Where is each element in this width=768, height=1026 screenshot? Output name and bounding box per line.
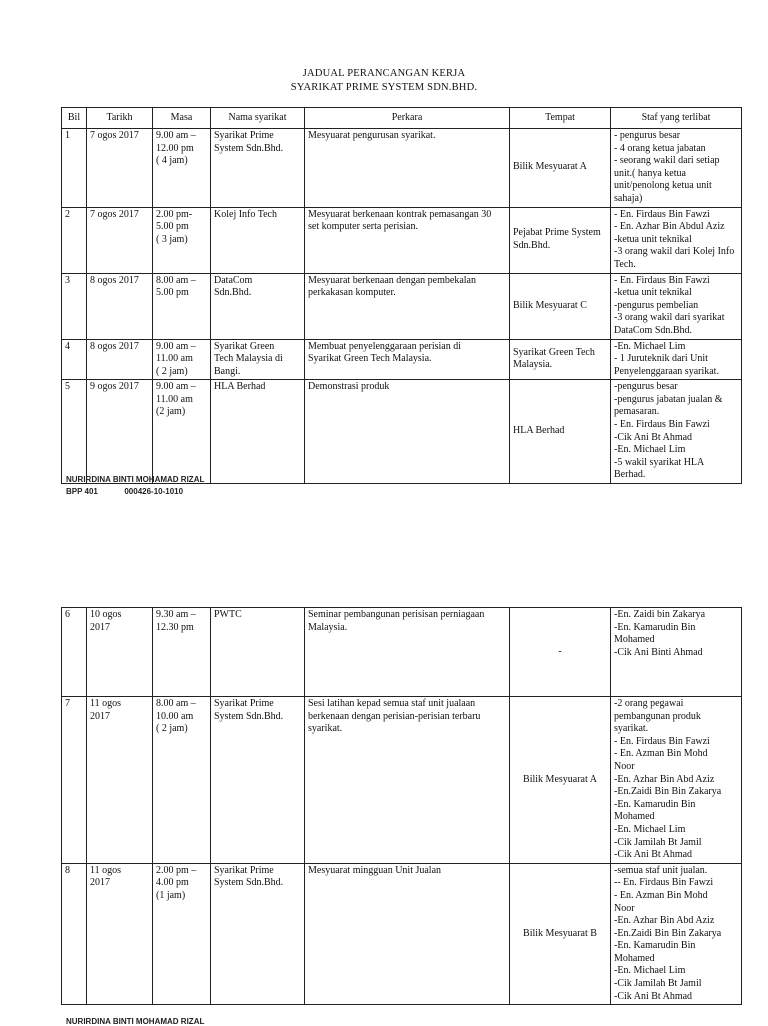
venue-cell-line: Bilik Mesyuarat B (523, 927, 597, 939)
company-cell-line: PWTC (214, 609, 242, 620)
agenda-cell-line: Mesyuarat berkenaan kontrak pemasangan 30 (308, 208, 492, 220)
agenda-cell-line: Membuat penyelenggaraan perisian di (308, 340, 461, 352)
agenda-cell-line: perkakasan komputer. (308, 287, 396, 299)
venue-cell (510, 339, 611, 380)
agenda-cell (305, 129, 510, 208)
date-cell (87, 380, 153, 484)
company-cell-line: Syarikat Prime (214, 698, 274, 709)
time-cell-line: (1 jam) (156, 889, 186, 901)
company-cell (211, 863, 305, 1005)
time-cell-line: 12.00 pm (156, 142, 194, 154)
company-cell (211, 608, 305, 697)
table-row (62, 863, 742, 1005)
staff-cell-line: - 4 orang ketua jabatan (614, 142, 706, 154)
company-cell (211, 339, 305, 380)
company-cell-line: Syarikat Prime (214, 130, 274, 141)
date-cell (87, 863, 153, 1005)
date-cell (87, 273, 153, 339)
staff-cell-line: sahaja) (614, 192, 643, 204)
company-cell-line: HLA Berhad (214, 381, 266, 393)
time-cell (153, 380, 211, 484)
agenda-cell-line: Mesyuarat berkenaan dengan pembekalan (308, 274, 476, 286)
document-subtitle: SYARIKAT PRIME SYSTEM SDN.BHD. (290, 82, 478, 93)
row-number: 5 (62, 380, 87, 484)
staff-cell-line: -Cik Ani Binti Ahmad (614, 646, 703, 658)
agenda-cell-line: Mesyuarat pengurusan syarikat. (308, 130, 436, 141)
agenda-cell (305, 339, 510, 380)
staff-cell-line: Noor (614, 902, 635, 914)
table-row (62, 273, 742, 339)
agenda-cell-line: Syarikat Green Tech Malaysia. (308, 353, 432, 365)
staff-cell-line: - En. Firdaus Bin Fawzi (614, 735, 710, 747)
time-cell (153, 129, 211, 208)
row-number: 7 (62, 697, 87, 864)
staff-cell-line: -En. Azhar Bin Abd Aziz (614, 773, 715, 785)
date-cell-line: 7 ogos 2017 (90, 130, 139, 141)
footer-student-id: 000426-10-1010 (124, 487, 184, 496)
venue-cell (510, 697, 611, 864)
staff-cell (611, 273, 742, 339)
staff-cell-line: -semua staf unit jualan. (614, 864, 708, 876)
staff-cell-line: -Cik Jamilah Bt Jamil (614, 978, 702, 990)
agenda-cell (305, 273, 510, 339)
footer-course-code: BPP 401 (66, 487, 98, 496)
agenda-cell-line: set komputer serta perisian. (308, 221, 418, 233)
venue-cell-line: Bilik Mesyuarat A (523, 773, 597, 785)
staff-cell-line: -2 orang pegawai (614, 698, 684, 709)
time-cell-line: 5.00 pm (156, 287, 189, 299)
venue-cell-line: Malaysia. (513, 359, 553, 371)
date-cell (87, 339, 153, 380)
time-cell-line: 8.00 am – (156, 274, 196, 286)
date-cell (87, 129, 153, 208)
table-row (62, 608, 742, 697)
footer-student-name: NURIRDINA BINTI MOHAMAD RIZAL (66, 475, 205, 484)
staff-cell-line: - pengurus besar (614, 130, 681, 141)
company-cell (211, 380, 305, 484)
row-number: 3 (62, 273, 87, 339)
column-header: Bil (62, 108, 87, 129)
time-cell-line: 8.00 am – (156, 698, 196, 709)
staff-cell (611, 608, 742, 697)
venue-cell-line: Bilik Mesyuarat C (513, 299, 587, 311)
staff-cell-line: unit.( hanya ketua (614, 167, 686, 179)
staff-cell-line: unit/penolong ketua unit (614, 180, 712, 192)
column-header: Perkara (305, 108, 510, 129)
company-cell-line: Bangi. (214, 365, 241, 377)
time-cell (153, 207, 211, 273)
time-cell-line: 9.00 am – (156, 130, 196, 141)
staff-cell-line: -En. Kamarudin Bin (614, 798, 696, 810)
time-cell-line: 9.00 am – (156, 381, 196, 393)
time-cell-line: ( 4 jam) (156, 155, 188, 167)
staff-cell-line: - En. Firdaus Bin Fawzi (614, 419, 710, 431)
venue-cell (510, 863, 611, 1005)
company-cell (211, 207, 305, 273)
table-row (62, 697, 742, 864)
staff-cell-line: -5 wakil syarikat HLA (614, 456, 705, 468)
row-number: 8 (62, 863, 87, 1005)
agenda-cell-line: syarikat. (308, 723, 343, 735)
staff-cell-line: - En. Azman Bin Mohd (614, 889, 708, 901)
staff-cell-line: -pengurus besar (614, 381, 678, 393)
staff-cell-line: -En. Michael Lim (614, 965, 686, 977)
staff-cell-line: -3 orang wakil dari syarikat (614, 312, 725, 324)
staff-cell-line: Penyelenggaraan syarikat. (614, 365, 719, 377)
staff-cell-line: -En. Kamarudin Bin (614, 621, 696, 633)
time-cell-line: 9.30 am – (156, 609, 196, 620)
staff-cell-line: pembangunan produk (614, 710, 701, 722)
company-cell (211, 129, 305, 208)
time-cell-line: ( 3 jam) (156, 233, 188, 245)
agenda-cell-line: Demonstrasi produk (308, 381, 390, 393)
table-row (62, 129, 742, 208)
time-cell-line: 4.00 pm (156, 877, 189, 889)
column-header: Masa (153, 108, 211, 129)
date-cell (87, 207, 153, 273)
company-cell-line: System Sdn.Bhd. (214, 710, 284, 722)
venue-cell (510, 380, 611, 484)
row-number: 4 (62, 339, 87, 380)
date-cell-line: 10 ogos (90, 609, 122, 620)
time-cell-line: 11.00 am (156, 393, 193, 405)
footer-course-line (66, 487, 183, 496)
time-cell-line: 11.00 am (156, 353, 193, 365)
footer-student-name-page-2: NURIRDINA BINTI MOHAMAD RIZAL (66, 1017, 205, 1026)
date-cell-line: 2017 (90, 710, 110, 722)
table-header-row (62, 108, 742, 129)
staff-cell-line: - En. Azman Bin Mohd (614, 748, 708, 760)
column-header: Tempat (510, 108, 611, 129)
venue-cell-line: Sdn.Bhd. (513, 240, 551, 252)
venue-cell-line: - (558, 645, 562, 657)
staff-cell (611, 697, 742, 864)
staff-cell-line: Noor (614, 760, 635, 772)
staff-cell-line: Mohamed (614, 811, 655, 823)
date-cell-line: 9 ogos 2017 (90, 381, 139, 393)
agenda-cell-line: Seminar pembangunan perisisan perniagaan (308, 609, 485, 620)
staff-cell (611, 339, 742, 380)
time-cell (153, 273, 211, 339)
date-cell-line: 2017 (90, 877, 110, 889)
staff-cell-line: -pengurus pembelian (614, 299, 699, 311)
staff-cell-line: -Cik Ani Bt Ahmad (614, 431, 693, 443)
date-cell-line: 8 ogos 2017 (90, 274, 139, 286)
company-cell-line: System Sdn.Bhd. (214, 877, 284, 889)
date-cell-line: 7 ogos 2017 (90, 208, 139, 220)
agenda-cell (305, 697, 510, 864)
time-cell (153, 339, 211, 380)
company-cell-line: Syarikat Green (214, 340, 275, 352)
venue-cell-line: Syarikat Green Tech (513, 346, 595, 358)
date-cell (87, 697, 153, 864)
venue-cell-line: HLA Berhad (513, 425, 565, 437)
staff-cell-line: -En. Zaidi bin Zakarya (614, 609, 706, 620)
staff-cell (611, 207, 742, 273)
time-cell (153, 863, 211, 1005)
time-cell-line: 9.00 am – (156, 340, 196, 352)
time-cell-line: ( 2 jam) (156, 723, 188, 735)
time-cell (153, 697, 211, 864)
agenda-cell-line: Malaysia. (308, 621, 348, 633)
company-cell-line: DataCom (214, 274, 253, 286)
staff-cell-line: -En. Azhar Bin Abd Aziz (614, 915, 715, 927)
staff-cell-line: - 1 Juruteknik dari Unit (614, 353, 708, 365)
date-cell-line: 2017 (90, 621, 110, 633)
staff-cell-line: -En. Michael Lim (614, 823, 686, 835)
venue-cell (510, 273, 611, 339)
venue-cell (510, 207, 611, 273)
row-number: 2 (62, 207, 87, 273)
company-cell (211, 273, 305, 339)
staff-cell-line: -Cik Jamilah Bt Jamil (614, 836, 702, 848)
staff-cell (611, 863, 742, 1005)
time-cell-line: ( 2 jam) (156, 365, 188, 377)
staff-cell-line: -En. Michael Lim (614, 340, 686, 352)
company-cell-line: Sdn.Bhd. (214, 287, 252, 299)
column-header: Staf yang terlibat (611, 108, 742, 129)
agenda-cell-line: Sesi latihan kepad semua staf unit jualaan (308, 698, 476, 709)
staff-cell-line: DataCom Sdn.Bhd. (614, 324, 693, 336)
column-header: Tarikh (87, 108, 153, 129)
row-number: 1 (62, 129, 87, 208)
date-cell (87, 608, 153, 697)
agenda-cell-line: berkenaan dengan perisian-perisian terbaru (308, 710, 481, 722)
staff-cell-line: -En. Michael Lim (614, 444, 686, 456)
staff-cell-line: -ketua unit teknikal (614, 233, 692, 245)
staff-cell-line: -pengurus jabatan jualan & (614, 393, 723, 405)
schedule-table-page-1 (61, 107, 742, 484)
table-row (62, 380, 742, 484)
time-cell-line: 2.00 pm – (156, 864, 197, 876)
staff-cell-line: -ketua unit teknikal (614, 287, 692, 299)
staff-cell-line: -3 orang wakil dari Kolej Info (614, 246, 735, 258)
company-cell-line: Syarikat Prime (214, 864, 274, 876)
venue-cell-line: Pejabat Prime System (513, 227, 601, 239)
staff-cell-line: -- En. Firdaus Bin Fawzi (614, 877, 714, 889)
company-cell-line: System Sdn.Bhd. (214, 142, 284, 154)
table-row (62, 339, 742, 380)
staff-cell (611, 380, 742, 484)
venue-cell (510, 129, 611, 208)
time-cell-line: 10.00 am (156, 710, 194, 722)
staff-cell-line: -En.Zaidi Bin Bin Zakarya (614, 927, 722, 939)
agenda-cell (305, 207, 510, 273)
time-cell (153, 608, 211, 697)
time-cell-line: 5.00 pm (156, 221, 189, 233)
time-cell-line: (2 jam) (156, 406, 186, 418)
time-cell-line: 12.30 pm (156, 621, 194, 633)
company-cell (211, 697, 305, 864)
staff-cell-line: -En.Zaidi Bin Bin Zakarya (614, 786, 722, 798)
document-title: JADUAL PERANCANGAN KERJA (302, 68, 466, 79)
staff-cell-line: -Cik Ani Bt Ahmad (614, 990, 693, 1002)
agenda-cell (305, 863, 510, 1005)
staff-cell-line: - seorang wakil dari setiap (614, 155, 720, 167)
agenda-cell-line: Mesyuarat mingguan Unit Jualan (308, 864, 442, 876)
staff-cell (611, 129, 742, 208)
staff-cell-line: Mohamed (614, 952, 655, 964)
schedule-table-page-2 (61, 607, 742, 1005)
date-cell-line: 11 ogos (90, 864, 122, 876)
staff-cell-line: Mohamed (614, 634, 655, 646)
staff-cell-line: - En. Firdaus Bin Fawzi (614, 274, 710, 286)
staff-cell-line: Berhad. (614, 469, 646, 481)
column-header: Nama syarikat (211, 108, 305, 129)
row-number: 6 (62, 608, 87, 697)
table-row (62, 207, 742, 273)
staff-cell-line: Tech. (614, 258, 636, 270)
agenda-cell (305, 380, 510, 484)
date-cell-line: 11 ogos (90, 698, 122, 709)
staff-cell-line: syarikat. (614, 723, 649, 735)
company-cell-line: Tech Malaysia di (214, 353, 283, 365)
staff-cell-line: -Cik Ani Bt Ahmad (614, 849, 693, 861)
agenda-cell (305, 608, 510, 697)
venue-cell-line: Bilik Mesyuarat A (513, 161, 587, 173)
staff-cell-line: -En. Kamarudin Bin (614, 940, 696, 952)
time-cell-line: 2.00 pm- (156, 208, 193, 220)
staff-cell-line: pemasaran. (614, 406, 660, 418)
venue-cell (510, 608, 611, 697)
staff-cell-line: - En. Firdaus Bin Fawzi (614, 208, 710, 220)
staff-cell-line: - En. Azhar Bin Abdul Aziz (614, 221, 725, 233)
date-cell-line: 8 ogos 2017 (90, 340, 139, 352)
company-cell-line: Kolej Info Tech (214, 208, 277, 220)
